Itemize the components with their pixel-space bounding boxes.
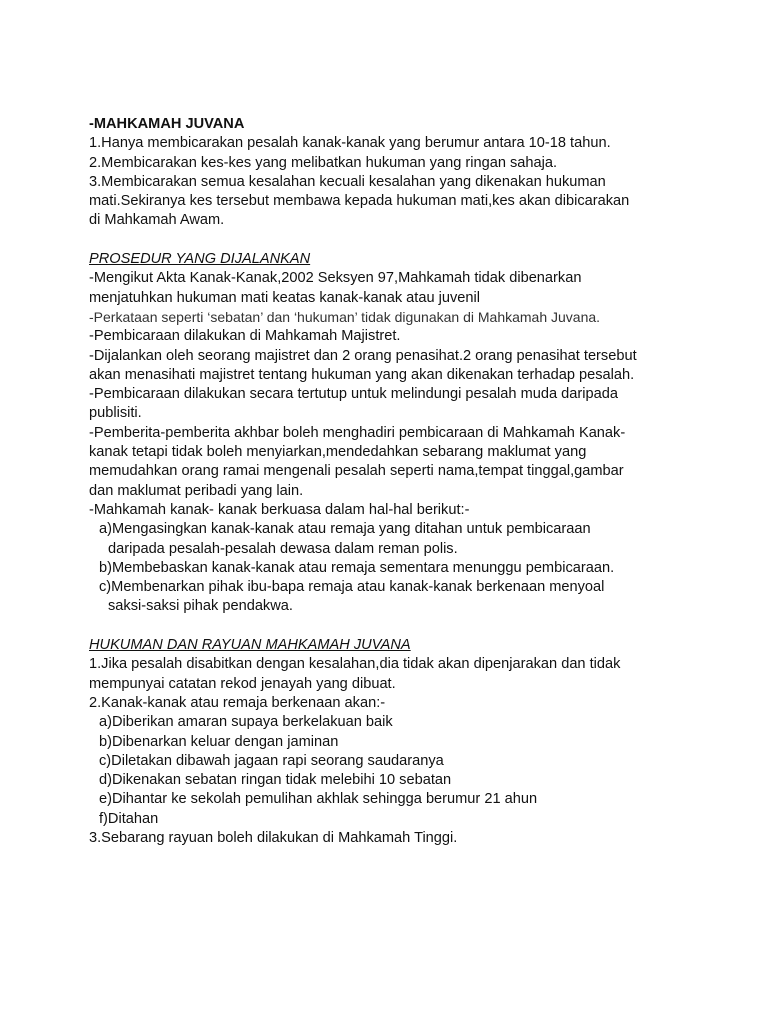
section-2-line: -Pembicaraan dilakukan secara tertutup untuk melindungi pesalah muda daripada [89,386,618,403]
section-2-line: -Mengikut Akta Kanak-Kanak,2002 Seksyen 97,Mahkamah tidak dibenarkan [89,270,582,287]
section-2-line: -Pemberita-pemberita akhbar boleh menghadiri pembicaraan di Mahkamah Kanak- [89,424,626,441]
section-1 [89,134,689,230]
section-2-list-item: c)Membenarkan pihak ibu-bapa remaja atau kanak-kanak berkenaan menyoal [99,579,605,596]
section-2-list-item: a)Mengasingkan kanak-kanak atau remaja yang ditahan untuk pembicaraan [99,521,591,538]
section-2-heading: PROSEDUR YANG DIJALANKAN [89,251,311,268]
section-2-line: -Mahkamah kanak- kanak berkuasa dalam hal-hal berikut:- [89,501,470,518]
section-2-list-item-continuation: saksi-saksi pihak pendakwa. [108,598,293,615]
spacer [89,617,689,636]
section-2-line: -Pembicaraan dilakukan di Mahkamah Majistret. [89,328,401,345]
section-3-line: 3.Sebarang rayuan boleh dilakukan di Mahkamah Tinggi. [89,829,458,846]
section-2-line: memudahkan orang ramai mengenali pesalah seperti nama,tempat tinggal,gambar [89,463,624,480]
section-2 [89,269,689,616]
section-3-list-item: f)Ditahan [99,810,159,827]
section-2-list-item: b)Membebaskan kanak-kanak atau remaja sementara menunggu pembicaraan. [99,559,615,576]
spacer [89,231,689,250]
section-1-line: 3.Membicarakan semua kesalahan kecuali kesalahan yang dikenakan hukuman [89,173,606,190]
section-3-list-item: d)Dikenakan sebatan ringan tidak melebihi 10 sebatan [99,772,452,789]
section-1-line: 1.Hanya membicarakan pesalah kanak-kanak yang berumur antara 10-18 tahun. [89,135,611,152]
section-3 [89,655,689,848]
section-2-list-item-continuation: daripada pesalah-pesalah dewasa dalam reman polis. [108,540,458,557]
section-2-line: publisiti. [89,405,142,422]
section-2-line: dan maklumat peribadi yang lain. [89,482,304,499]
section-2-line: akan menasihati majistret tentang hukuman yang akan dikenakan terhadap pesalah. [89,366,635,383]
section-3-heading: HUKUMAN DAN RAYUAN MAHKAMAH JUVANA [89,637,411,654]
section-3-line: 2.Kanak-kanak atau remaja berkenaan akan:- [89,694,386,711]
section-1-line: di Mahkamah Awam. [89,212,225,229]
document-title: -MAHKAMAH JUVANA [89,116,245,132]
section-3-list-item: b)Dibenarkan keluar dengan jaminan [99,733,339,750]
section-3-list-item: a)Diberikan amaran supaya berkelakuan baik [99,714,393,731]
section-2-line: kanak tetapi tidak boleh menyiarkan,mendedahkan sebarang maklumat yang [89,444,587,461]
section-2-line: menjatuhkan hukuman mati keatas kanak-kanak atau juvenil [89,289,481,306]
section-3-line: mempunyai catatan rekod jenayah yang dibuat. [89,675,396,692]
section-1-line: mati.Sekiranya kes tersebut membawa kepada hukuman mati,kes akan dibicarakan [89,193,630,210]
section-3-list-item: c)Diletakan dibawah jagaan rapi seorang saudaranya [99,752,444,769]
document-page [89,115,689,848]
section-2-line: -Dijalankan oleh seorang majistret dan 2 orang penasihat.2 orang penasihat tersebut [89,347,637,364]
section-3-line: 1.Jika pesalah disabitkan dengan kesalahan,dia tidak akan dipenjarakan dan tidak [89,656,621,673]
section-3-list-item: e)Dihantar ke sekolah pemulihan akhlak sehingga berumur 21 ahun [99,791,538,808]
section-2-note: -Perkataan seperti ‘sebatan’ dan ‘hukuman’ tidak digunakan di Mahkamah Juvana. [89,308,601,325]
section-1-line: 2.Membicarakan kes-kes yang melibatkan hukuman yang ringan sahaja. [89,154,558,171]
